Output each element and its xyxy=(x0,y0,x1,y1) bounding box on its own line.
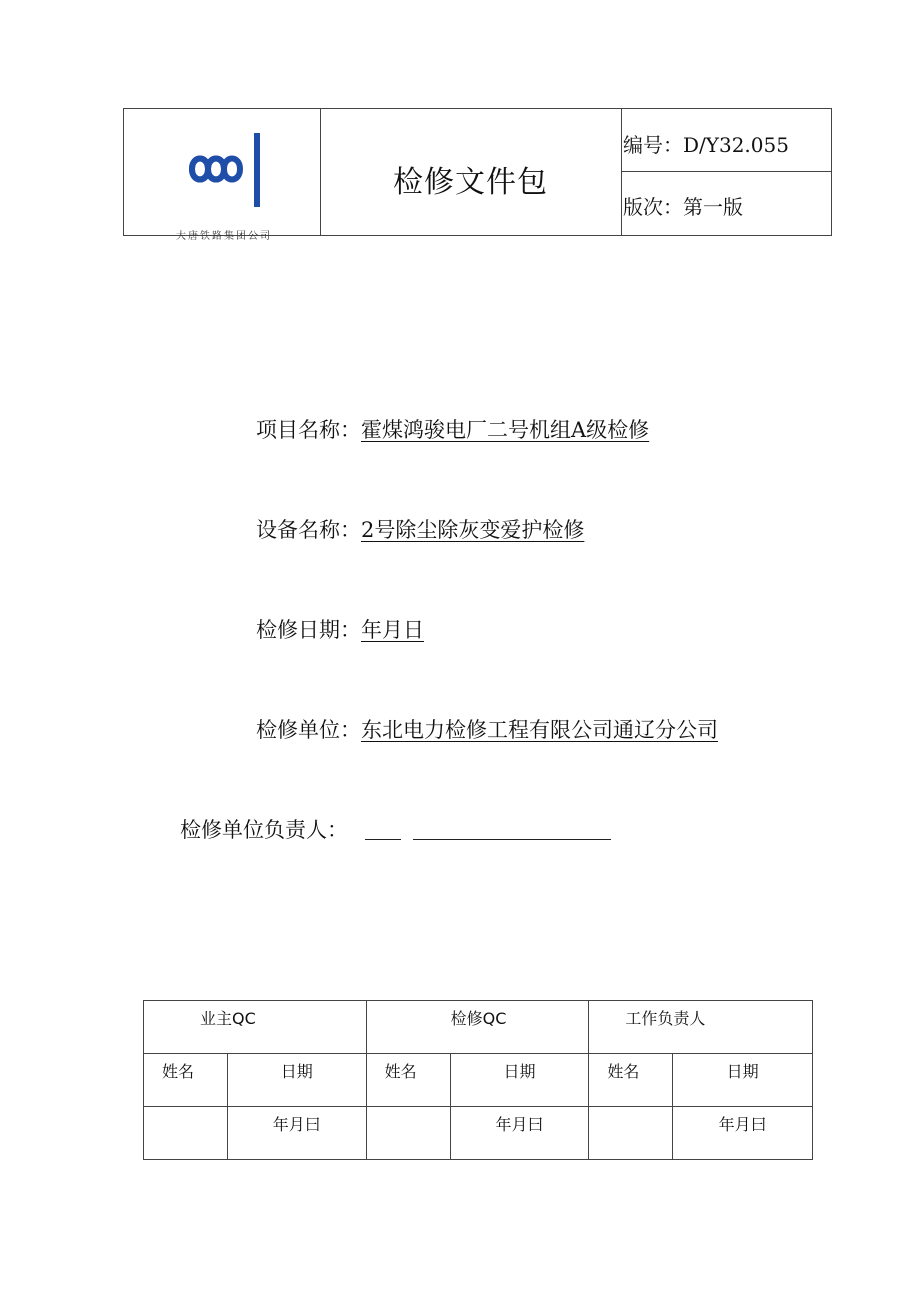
document-header xyxy=(123,108,832,242)
project-value: 霍煤鸿骏电厂二号机组A级检修 xyxy=(361,418,650,442)
equipment-value: 2号除尘除灰变爱护检修 xyxy=(361,518,585,542)
equipment-line xyxy=(256,514,584,544)
signoff-header-row xyxy=(144,1054,813,1107)
date-header-1: 日期 xyxy=(227,1054,366,1107)
title-cell xyxy=(320,109,622,235)
name-header-2: 姓名 xyxy=(366,1054,450,1107)
date-header-3: 日期 xyxy=(673,1054,813,1107)
equipment-label: 设备名称： xyxy=(256,518,361,542)
date-cell-3[interactable]: 年月曰 xyxy=(673,1107,813,1160)
doc-number-row xyxy=(621,109,831,172)
project-label: 项目名称： xyxy=(256,418,361,442)
name-header-3: 姓名 xyxy=(589,1054,673,1107)
name-header-1: 姓名 xyxy=(144,1054,228,1107)
date-cell-2[interactable]: 年月曰 xyxy=(450,1107,589,1160)
unit-line xyxy=(256,714,718,744)
logo-caption: 大唐铁路集团公司 xyxy=(176,231,272,242)
project-line xyxy=(256,414,649,444)
date-header-2: 日期 xyxy=(450,1054,589,1107)
section-work-leader: 工作负责人 xyxy=(589,1001,813,1054)
version: 版次：第一版 xyxy=(623,195,743,219)
date-line xyxy=(256,614,424,644)
version-row xyxy=(621,171,831,235)
name-cell-1[interactable] xyxy=(144,1107,228,1160)
company-logo-icon xyxy=(178,129,278,209)
section-owner-qc: 业主QC xyxy=(144,1001,367,1054)
leader-blank-long xyxy=(413,838,611,840)
signoff-value-row xyxy=(144,1107,813,1160)
leader-label: 检修单位负责人： xyxy=(180,818,348,842)
section-maintenance-qc: 检修QC xyxy=(366,1001,589,1054)
date-value: 年月日 xyxy=(361,618,424,642)
document-title: 检修文件包 xyxy=(393,165,548,200)
doc-number: 编号：D/Y32.055 xyxy=(623,133,789,157)
signoff-table xyxy=(143,1000,813,1160)
name-cell-2[interactable] xyxy=(366,1107,450,1160)
leader-line xyxy=(180,814,611,844)
meta-cell xyxy=(621,109,831,235)
date-cell-1[interactable]: 年月曰 xyxy=(227,1107,366,1160)
unit-label: 检修单位： xyxy=(256,718,361,742)
signoff-section-row xyxy=(144,1001,813,1054)
unit-value: 东北电力检修工程有限公司通辽分公司 xyxy=(361,718,718,742)
name-cell-3[interactable] xyxy=(589,1107,673,1160)
leader-blank-short xyxy=(365,838,401,840)
date-label: 检修日期： xyxy=(256,618,361,642)
logo-cell xyxy=(124,109,321,242)
